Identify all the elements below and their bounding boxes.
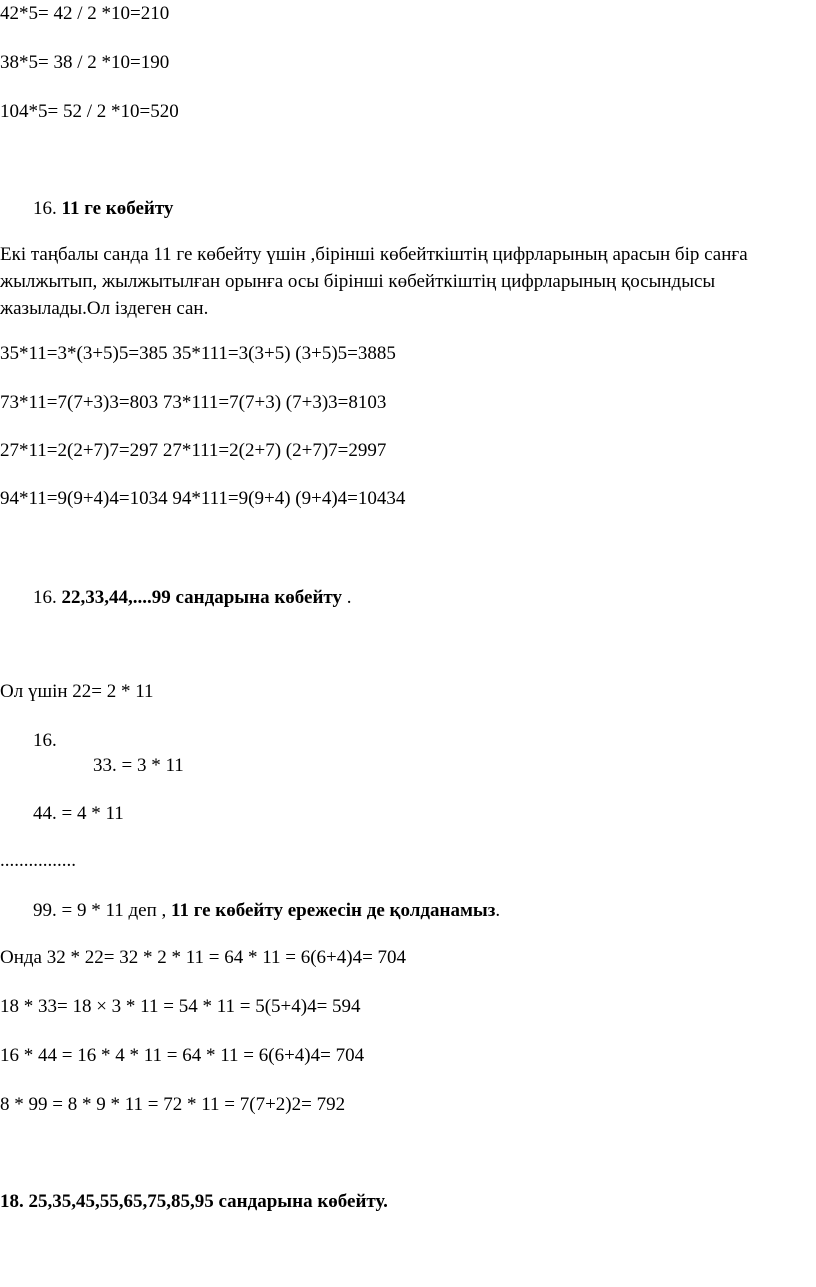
example-line: 35*11=3*(3+5)5=385 35*111=3(3+5) (3+5)5=3885 (0, 343, 396, 364)
example-line: 94*11=9(9+4)4=1034 94*111=9(9+4) (9+4)4=10434 (0, 488, 406, 509)
example-line: 73*11=7(7+3)3=803 73*111=7(7+3) (7+3)3=8103 (0, 392, 387, 413)
example-line: Онда 32 * 22= 32 * 2 * 11 = 64 * 11 = 6(6+4)4= 704 (0, 947, 407, 968)
example-line: 16 * 44 = 16 * 4 * 11 = 64 * 11 = 6(6+4)4= 704 (0, 1045, 365, 1066)
intro-line: Ол үшін 22= 2 * 11 (0, 681, 154, 702)
calc-line-2: 38*5= 38 / 2 *10=190 (0, 52, 170, 73)
ellipsis-dots: ................ (0, 850, 76, 871)
example-line: 8 * 99 = 8 * 9 * 11 = 72 * 11 = 7(7+2)2= 792 (0, 1094, 346, 1115)
section-heading-18: 18. 25,35,45,55,65,75,85,95 сандарына көбейту. (0, 1191, 388, 1212)
section-number: 16. (33, 587, 57, 608)
calc-line-3: 104*5= 52 / 2 *10=520 (0, 101, 179, 122)
section-number: 16. (33, 198, 57, 219)
section-title: 22,33,44,....99 сандарына көбейту (61, 587, 342, 608)
section-title-tail: . (341, 587, 352, 608)
section-heading-11 (33, 199, 173, 218)
section-title: 11 ге көбейту (61, 198, 174, 219)
example-line: 27*11=2(2+7)7=297 27*111=2(2+7) (2+7)7=2997 (0, 440, 387, 461)
section-heading-22 (33, 588, 351, 607)
rule-paragraph: Екі таңбалы санда 11 ге көбейту үшін ,бірінші көбейткіштің цифрларының арасын бір санға жылжытып, жылжытылған орынға осы бірінші көбейткіштің цифрларының қосындысы жазылады.Ол іздеген сан. (0, 244, 748, 319)
list-item-33: 33. = 3 * 11 (93, 755, 184, 776)
example-line: 18 * 33= 18 × 3 * 11 = 54 * 11 = 5(5+4)4= 594 (0, 996, 361, 1017)
list-item-44: 44. = 4 * 11 (33, 803, 124, 824)
item-99-end: . (495, 900, 501, 921)
item-99-prefix: 99. = 9 * 11 деп , (33, 900, 172, 921)
list-item-99 (33, 901, 500, 920)
calc-line-1: 42*5= 42 / 2 *10=210 (0, 3, 170, 24)
list-number: 16. (33, 730, 57, 751)
item-99-rule: 11 ге көбейту ережесін де қолданамыз (171, 900, 496, 921)
